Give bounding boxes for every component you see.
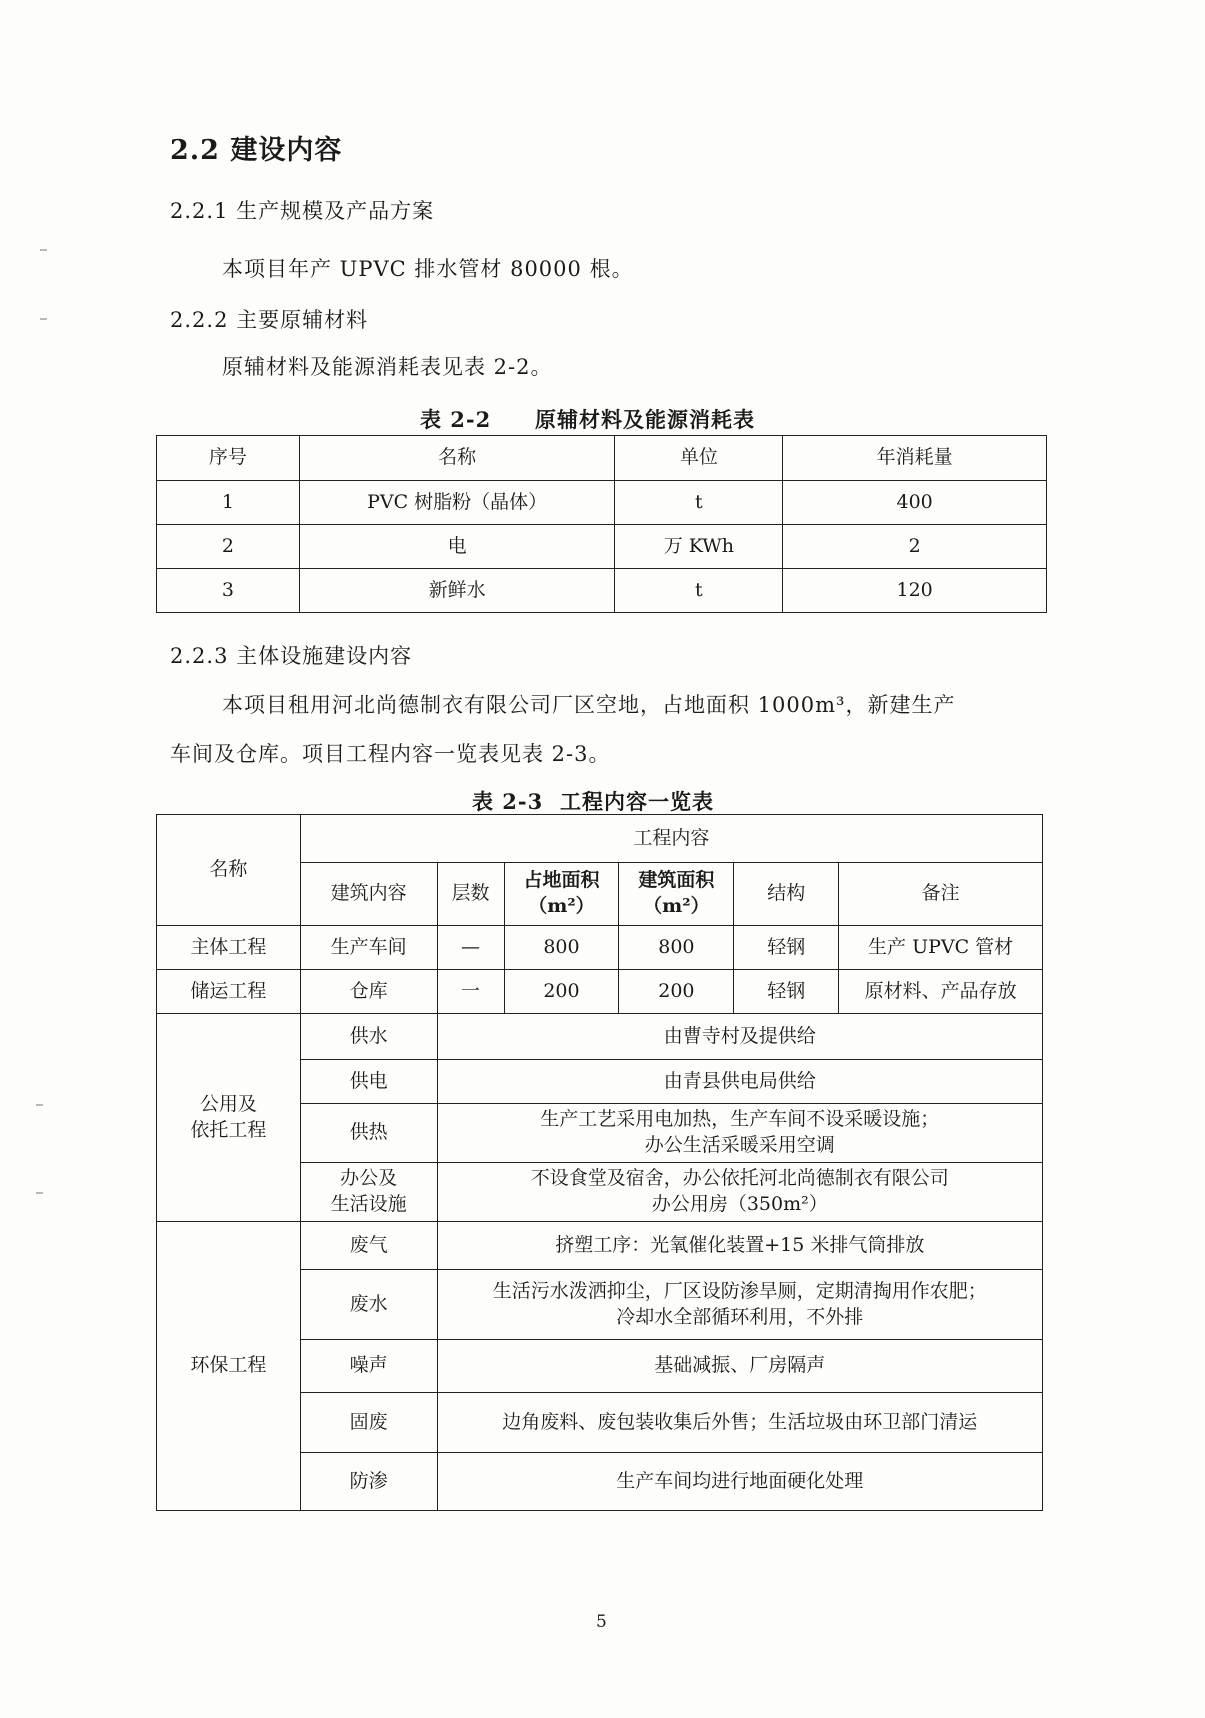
header-cell: 层数: [437, 863, 504, 926]
header-cell: 建筑内容: [300, 863, 437, 926]
table-cell: 噪声: [300, 1340, 437, 1393]
scan-mark: [36, 1192, 43, 1194]
table-2-3: [156, 814, 1043, 1511]
table-header-row: [157, 815, 1043, 863]
table-cell: 200: [504, 970, 619, 1014]
table-cell: 由曹寺村及提供给: [437, 1014, 1042, 1060]
cell-line: 办公及: [340, 1167, 398, 1190]
table-cell: 万 KWh: [615, 525, 783, 569]
header-cell: 名称: [157, 815, 301, 926]
header-label: 建筑面积: [638, 869, 715, 892]
table-2-3-caption-title: 工程内容一览表: [560, 789, 714, 814]
subsection-heading-2-2-2: 2.2.2 主要原辅材料: [170, 308, 369, 332]
table-row: [157, 1014, 1043, 1060]
table-cell: 防渗: [300, 1453, 437, 1511]
table-cell: t: [615, 569, 783, 613]
table-2-2: [156, 435, 1047, 613]
table-2-3-caption-number: 表 2-3: [472, 789, 544, 814]
table-cell: 主体工程: [157, 926, 301, 970]
facility-text-line2: 车间及仓库。项目工程内容一览表见表 2-3。: [170, 742, 611, 766]
table-cell: 轻钢: [734, 926, 839, 970]
header-cell: 结构: [734, 863, 839, 926]
table-cell: 1: [157, 481, 300, 525]
table-cell: 基础减振、厂房隔声: [437, 1340, 1042, 1393]
table-cell: [300, 1163, 437, 1222]
table-row: [157, 970, 1043, 1014]
cell-line: 生活设施: [330, 1193, 407, 1215]
table-cell: 2: [157, 525, 300, 569]
table-cell: 废水: [300, 1270, 437, 1340]
cell-line: 不设食堂及宿舍，办公依托河北尚德制衣有限公司: [530, 1167, 949, 1190]
table-group-cell: 环保工程: [157, 1222, 301, 1511]
table-cell: 120: [783, 569, 1047, 613]
table-cell: 仓库: [300, 970, 437, 1014]
subsection-heading-2-2-1: 2.2.1 生产规模及产品方案: [170, 199, 435, 223]
group-name-line: 依托工程: [190, 1118, 267, 1141]
header-cell: 名称: [299, 436, 615, 481]
subsection-heading-2-2-3: 2.2.3 主体设施建设内容: [170, 644, 413, 668]
table-cell: 生产车间: [300, 926, 437, 970]
header-label: 占地面积: [523, 869, 600, 892]
page-number: 5: [596, 1612, 607, 1632]
table-cell: 电: [299, 525, 615, 569]
table-header-row: [157, 436, 1047, 481]
table-cell: 800: [619, 926, 734, 970]
table-cell: 挤塑工序：光氧催化装置+15 米排气筒排放: [437, 1222, 1042, 1270]
table-cell: t: [615, 481, 783, 525]
header-cell: [619, 863, 734, 926]
table-cell: 新鲜水: [299, 569, 615, 613]
table-cell: 轻钢: [734, 970, 839, 1014]
table-cell: 生产车间均进行地面硬化处理: [437, 1453, 1042, 1511]
table-cell: 原材料、产品存放: [839, 970, 1043, 1014]
scan-mark: [40, 318, 47, 320]
table-cell: 废气: [300, 1222, 437, 1270]
table-row: [157, 525, 1047, 569]
table-cell: [437, 1270, 1042, 1340]
cell-line: 办公用房（350m²）: [651, 1193, 828, 1215]
table-cell: 2: [783, 525, 1047, 569]
table-2-2-caption-title: 原辅材料及能源消耗表: [535, 407, 755, 432]
table-cell: 固废: [300, 1393, 437, 1453]
header-unit: （m²）: [528, 895, 595, 917]
table-cell: —: [437, 926, 504, 970]
table-row: [157, 569, 1047, 613]
header-cell: [504, 863, 619, 926]
table-cell: 储运工程: [157, 970, 301, 1014]
table-2-2-caption-number: 表 2-2: [420, 407, 492, 432]
table-cell: 供水: [300, 1014, 437, 1060]
table-cell: [437, 1163, 1042, 1222]
header-cell: 单位: [615, 436, 783, 481]
cell-line: 办公生活采暖采用空调: [644, 1134, 835, 1156]
production-scale-text: 本项目年产 UPVC 排水管材 80000 根。: [222, 257, 634, 281]
table-cell: 供热: [300, 1104, 437, 1163]
group-name-line: 公用及: [199, 1092, 257, 1115]
cell-line: 冷却水全部循环利用，不外排: [616, 1305, 864, 1328]
table-cell: 供电: [300, 1060, 437, 1104]
header-unit: （m²）: [643, 895, 710, 917]
table-cell: PVC 树脂粉（晶体）: [299, 481, 615, 525]
header-group-cell: 工程内容: [300, 815, 1042, 863]
table-cell: 生产 UPVC 管材: [839, 926, 1043, 970]
table-cell: 一: [437, 970, 504, 1014]
table-row: [157, 926, 1043, 970]
facility-text-line1: 本项目租用河北尚德制衣有限公司厂区空地，占地面积 1000m³，新建生产: [222, 693, 956, 717]
materials-ref-text: 原辅材料及能源消耗表见表 2-2。: [222, 355, 553, 379]
header-cell: 序号: [157, 436, 300, 481]
scan-mark: [36, 1104, 43, 1106]
scan-mark: [40, 249, 47, 251]
table-row: [157, 481, 1047, 525]
table-group-cell: [157, 1014, 301, 1222]
table-cell: 边角废料、废包装收集后外售；生活垃圾由环卫部门清运: [437, 1393, 1042, 1453]
header-cell: 备注: [839, 863, 1043, 926]
header-cell: 年消耗量: [783, 436, 1047, 481]
table-cell: 由青县供电局供给: [437, 1060, 1042, 1104]
table-cell: 200: [619, 970, 734, 1014]
cell-line: 生活污水泼洒抑尘，厂区设防渗旱厕，定期清掏用作农肥；: [492, 1279, 987, 1302]
table-cell: [437, 1104, 1042, 1163]
table-cell: 3: [157, 569, 300, 613]
cell-line: 生产工艺采用电加热，生产车间不设采暖设施；: [540, 1108, 940, 1131]
table-cell: 800: [504, 926, 619, 970]
table-row: [157, 1222, 1043, 1270]
section-heading: 2.2 建设内容: [170, 135, 343, 166]
table-cell: 400: [783, 481, 1047, 525]
